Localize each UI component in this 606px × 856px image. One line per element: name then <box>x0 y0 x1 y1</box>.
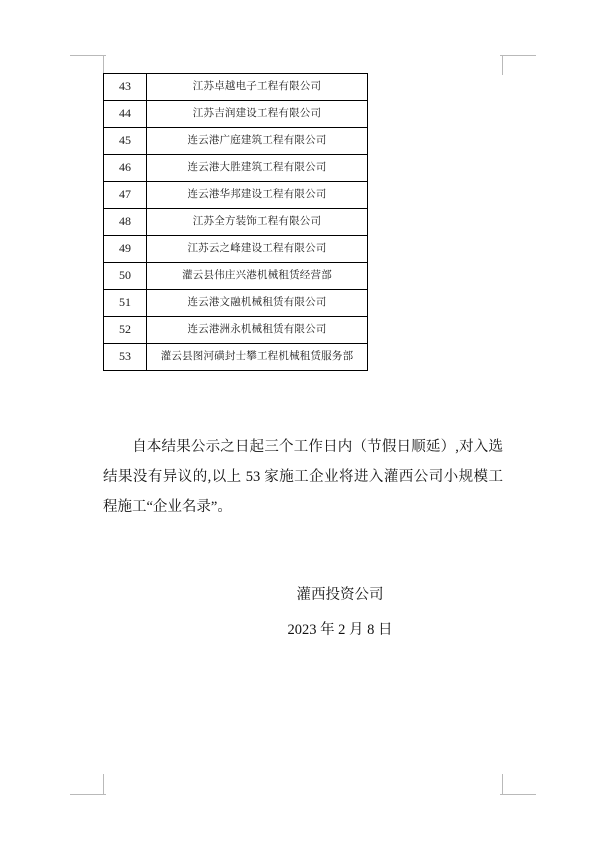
table-row <box>104 182 368 209</box>
row-number: 48 <box>104 209 147 236</box>
row-number: 50 <box>104 263 147 290</box>
paragraph-text: 自本结果公示之日起三个工作日内（节假日顺延）,对入选结果没有异议的,以上 53 家施工企业将进入灌西公司小规模工程施工“企业名录”。 <box>103 439 503 515</box>
table-row <box>104 74 368 101</box>
row-company-name: 连云港广庭建筑工程有限公司 <box>147 128 368 155</box>
table-row <box>104 101 368 128</box>
table-row <box>104 128 368 155</box>
row-company-name: 连云港洲永机械租赁有限公司 <box>147 317 368 344</box>
crop-mark-bottom-right <box>500 772 536 794</box>
body-paragraph <box>103 432 503 522</box>
row-company-name: 江苏吉润建设工程有限公司 <box>147 101 368 128</box>
row-number: 47 <box>104 182 147 209</box>
row-number: 51 <box>104 290 147 317</box>
table-row <box>104 155 368 182</box>
signature-company: 灌西投资公司 <box>296 587 384 603</box>
table-row <box>104 236 368 263</box>
row-company-name: 灌云县伟庄兴港机械租赁经营部 <box>147 263 368 290</box>
table-row <box>104 290 368 317</box>
signature-date: 2023 年 2 月 8 日 <box>287 622 393 638</box>
company-table-body <box>104 74 368 371</box>
company-table-wrapper <box>103 73 365 371</box>
crop-mark-top-left <box>70 55 106 75</box>
row-number: 52 <box>104 317 147 344</box>
row-number: 53 <box>104 344 147 371</box>
row-number: 49 <box>104 236 147 263</box>
row-company-name: 江苏云之峰建设工程有限公司 <box>147 236 368 263</box>
table-row <box>104 317 368 344</box>
row-number: 44 <box>104 101 147 128</box>
company-table <box>103 73 368 371</box>
row-company-name: 连云港华邦建设工程有限公司 <box>147 182 368 209</box>
row-number: 43 <box>104 74 147 101</box>
table-row <box>104 263 368 290</box>
row-number: 46 <box>104 155 147 182</box>
crop-mark-bottom-left <box>70 772 106 794</box>
table-row <box>104 344 368 371</box>
row-company-name: 江苏卓越电子工程有限公司 <box>147 74 368 101</box>
table-row <box>104 209 368 236</box>
row-company-name: 连云港大胜建筑工程有限公司 <box>147 155 368 182</box>
row-company-name: 连云港文融机械租赁有限公司 <box>147 290 368 317</box>
row-company-name: 灌云县图河磺封士攀工程机械租赁服务部 <box>147 344 368 371</box>
row-company-name: 江苏全方装饰工程有限公司 <box>147 209 368 236</box>
row-number: 45 <box>104 128 147 155</box>
crop-mark-top-right <box>500 55 536 75</box>
